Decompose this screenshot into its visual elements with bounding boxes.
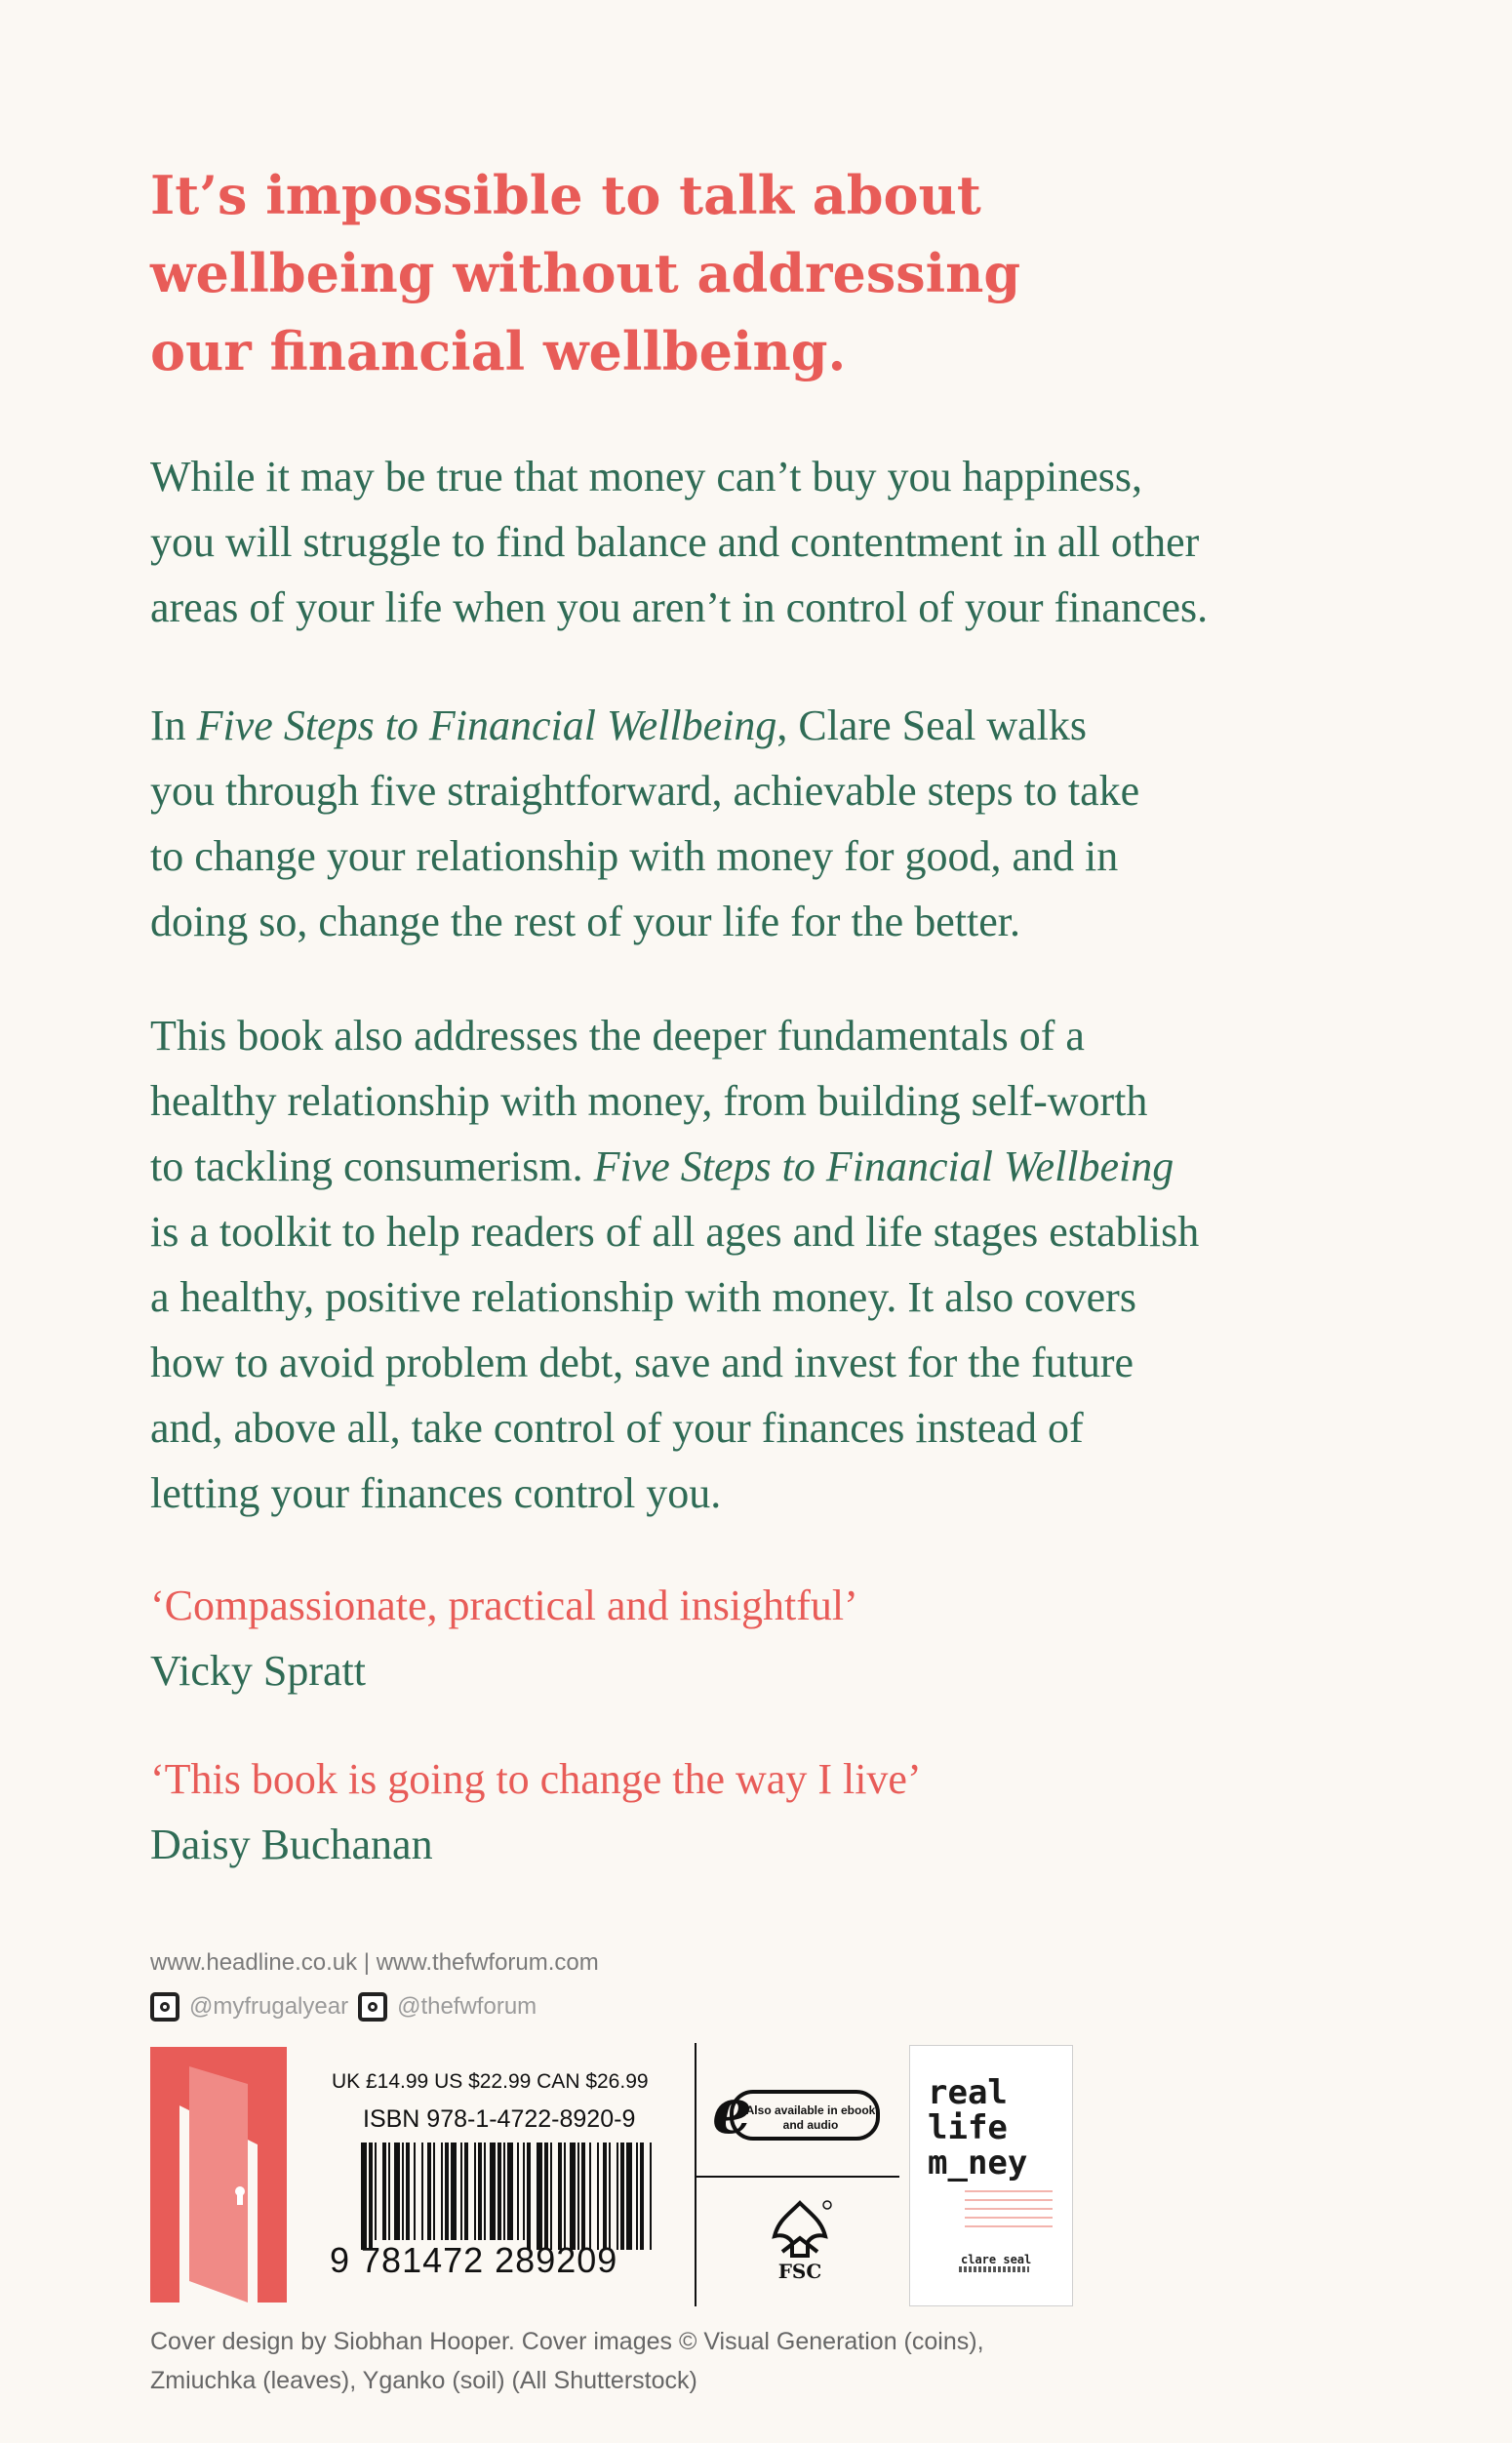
paragraph-line: a healthy, positive relationship with money. It also covers — [150, 1273, 1136, 1321]
barcode-bar — [609, 2143, 611, 2250]
quote-text: ‘Compassionate, practical and insightful’ — [150, 1582, 858, 1629]
barcode-bar — [558, 2143, 562, 2250]
barcode-bar — [589, 2143, 591, 2250]
barcode-bar — [636, 2143, 638, 2250]
barcode-bar — [564, 2143, 566, 2250]
barcode-bar — [503, 2143, 505, 2240]
social-handle: @myfrugalyear — [189, 1993, 349, 2020]
barcode-bar — [464, 2143, 468, 2240]
paragraph-line — [150, 693, 1360, 758]
credits-line: Cover design by Siobhan Hooper. Cover images © Visual Generation (coins), — [150, 2328, 984, 2355]
barcode-bar — [441, 2143, 443, 2240]
barcode-bar — [474, 2143, 476, 2240]
barcode-bar — [382, 2143, 386, 2240]
barcode-bar — [375, 2143, 377, 2240]
thumbnail-title-line: m_ney — [928, 2143, 1028, 2183]
instagram-icon — [150, 1992, 179, 2022]
text-segment: , Clare Seal walks — [776, 701, 1088, 749]
barcode-bar — [406, 2143, 410, 2240]
paragraph-line: letting your finances control you. — [150, 1469, 722, 1517]
barcode-bar — [445, 2143, 449, 2240]
barcode-bar — [517, 2143, 519, 2240]
quote-text: ‘This book is going to change the way I live’ — [150, 1755, 922, 1803]
paragraph-line: to change your relationship with money for good, and in — [150, 832, 1119, 880]
website-links: www.headline.co.uk | www.thefwforum.com — [150, 1949, 599, 1976]
book-title-italic: Five Steps to Financial Wellbeing — [593, 1142, 1174, 1190]
credits-line: Zmiuchka (leaves), Yganko (soil) (All Shutterstock) — [150, 2367, 697, 2394]
barcode-bar — [433, 2143, 435, 2240]
text-segment: In — [150, 701, 197, 749]
barcode-bar — [603, 2143, 607, 2250]
paragraph-line — [150, 1134, 1360, 1199]
divider — [695, 2043, 696, 2306]
barcode-bar — [421, 2143, 423, 2240]
paragraph-line: and, above all, take control of your finances instead of — [150, 1404, 1084, 1452]
barcode-bar — [537, 2143, 542, 2250]
publisher-door-logo — [150, 2047, 287, 2303]
price-list: UK £14.99 US $22.99 CAN $26.99 — [332, 2070, 649, 2093]
barcode-bar — [550, 2143, 552, 2250]
paragraph-line: healthy relationship with money, from building self-worth — [150, 1077, 1148, 1125]
thumbnail-handle — [959, 2266, 1029, 2272]
details-paragraph — [150, 1003, 1360, 1526]
barcode-bar — [478, 2143, 482, 2240]
barcode-bar — [507, 2143, 513, 2240]
quote-author: Daisy Buchanan — [150, 1821, 433, 1868]
barcode-bar — [427, 2143, 431, 2240]
headline-line: It’s impossible to talk about — [150, 164, 981, 226]
barcode — [361, 2143, 654, 2250]
paragraph-line: areas of your life when you aren’t in control of your finances. — [150, 583, 1209, 631]
barcode-bar — [394, 2143, 400, 2240]
thumbnail-title — [928, 2075, 1027, 2181]
paragraph-line: While it may be true that money can’t buy you happiness, — [150, 453, 1143, 501]
barcode-bar — [640, 2143, 644, 2250]
instagram-icon — [358, 1992, 387, 2022]
barcode-bar — [414, 2143, 416, 2240]
ebook-label: Also available in ebook and audio — [745, 2103, 876, 2132]
isbn-number: ISBN 978-1-4722-8920-9 — [363, 2105, 636, 2133]
social-handles — [150, 1990, 537, 2023]
barcode-bar — [577, 2143, 579, 2250]
barcode-bar — [620, 2143, 624, 2250]
thumbnail-title-line: real — [928, 2073, 1008, 2112]
endorsement-quote — [150, 1573, 1360, 1703]
barcode-bar — [490, 2143, 496, 2240]
cover-credits — [150, 2322, 1272, 2400]
endorsement-quote — [150, 1746, 1360, 1877]
thumbnail-title-line: life — [928, 2108, 1008, 2147]
barcode-digits: 9 781472 289209 — [330, 2240, 618, 2280]
summary-paragraph — [150, 693, 1360, 954]
quote-author: Vicky Spratt — [150, 1647, 366, 1695]
headline-line: our financial wellbeing. — [150, 320, 847, 382]
paragraph-line: you will struggle to find balance and contentment in all other — [150, 518, 1200, 566]
barcode-bar — [388, 2143, 390, 2240]
fsc-label: FSC — [777, 2260, 822, 2283]
barcode-bar — [484, 2143, 486, 2240]
book-title-italic: Five Steps to Financial Wellbeing — [196, 701, 777, 749]
thumbnail-subtitle — [965, 2190, 1053, 2233]
paragraph-line: doing so, change the rest of your life for the better. — [150, 898, 1020, 945]
barcode-bar — [361, 2143, 367, 2250]
intro-paragraph — [150, 444, 1360, 640]
book-cover-thumbnail — [909, 2045, 1073, 2306]
barcode-bar — [451, 2143, 457, 2240]
barcode-bar — [597, 2143, 599, 2250]
barcode-bar — [544, 2143, 548, 2250]
text-segment: to tackling consumerism. — [150, 1142, 594, 1190]
barcode-bar — [617, 2143, 618, 2250]
barcode-bar — [650, 2143, 652, 2250]
barcode-bar — [581, 2143, 585, 2250]
svg-text:e: e — [712, 2075, 752, 2148]
barcode-bar — [523, 2143, 525, 2240]
barcode-bar — [527, 2143, 531, 2250]
barcode-bar — [626, 2143, 632, 2250]
thumbnail-author: clare seal — [961, 2253, 1032, 2266]
barcode-bar — [402, 2143, 404, 2240]
headline — [150, 156, 1126, 390]
divider — [695, 2176, 899, 2178]
barcode-bar — [570, 2143, 576, 2250]
headline-line: wellbeing without addressing — [150, 242, 1021, 304]
paragraph-line: is a toolkit to help readers of all ages and life stages establish — [150, 1208, 1200, 1256]
barcode-bar — [369, 2143, 373, 2250]
paragraph-line: you through five straightforward, achievable steps to take — [150, 767, 1140, 815]
paragraph-line: This book also addresses the deeper fundamentals of a — [150, 1012, 1085, 1060]
barcode-bar — [460, 2143, 462, 2240]
paragraph-line: how to avoid problem debt, save and invest for the future — [150, 1339, 1134, 1386]
social-handle: @thefwforum — [397, 1993, 537, 2020]
barcode-bar — [497, 2143, 501, 2240]
